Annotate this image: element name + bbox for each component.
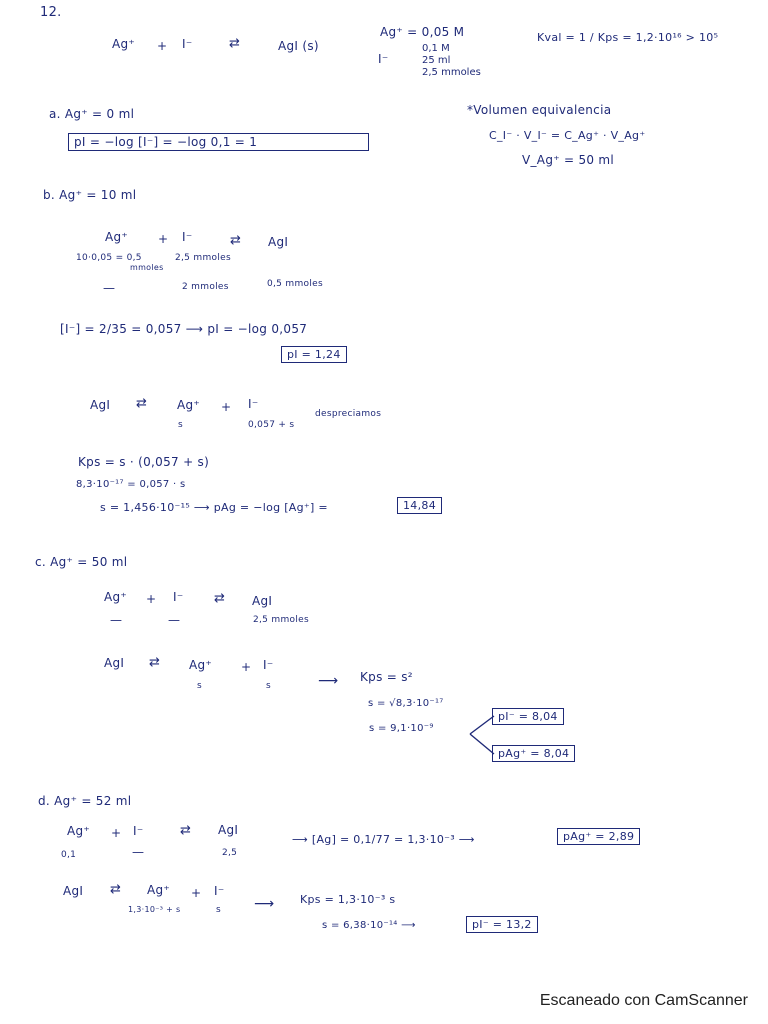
reaction-product: AgI	[252, 594, 273, 608]
reaction-product: AgI	[218, 823, 239, 837]
iodide-value: 25 ml	[422, 55, 451, 66]
diss-iodide: I⁻	[214, 884, 225, 898]
reaction-iodide: I⁻	[133, 824, 144, 838]
final-agi: 0,5 mmoles	[267, 279, 323, 289]
iodide-value: 0,1 M	[422, 43, 450, 54]
reaction-ag: Ag⁺	[112, 37, 136, 51]
reaction-plus: +	[111, 826, 122, 840]
equilibrium-arrow-icon: ⇄	[230, 233, 240, 248]
initial-ag-unit: mmoles	[130, 263, 164, 272]
ag-concentration-line: ⟶ [Ag] = 0,1/77 = 1,3·10⁻³ ⟶	[292, 833, 475, 846]
part-c-title: c. Ag⁺ = 50 ml	[35, 555, 128, 569]
kps-expression: Kps = 1,3·10⁻³ s	[300, 893, 396, 906]
diss-plus: +	[241, 660, 252, 674]
reaction-plus: +	[146, 592, 157, 606]
reaction-product: AgI	[268, 235, 289, 249]
part-b-boxed-pi: pI = 1,24	[281, 346, 347, 363]
initial-iodide: 2,5 mmoles	[175, 253, 231, 263]
s-ag: s	[197, 681, 202, 691]
reaction-iodide: I⁻	[182, 230, 193, 244]
final-iodide: 2 mmoles	[182, 282, 229, 292]
dash-iodide: —	[132, 845, 145, 859]
kps-numeric: 8,3·10⁻¹⁷ = 0,057 · s	[76, 479, 186, 490]
equilibrium-arrow-icon: ⇄	[149, 655, 159, 670]
reaction-plus: +	[157, 39, 168, 53]
kps-expression: Kps = s²	[360, 670, 413, 684]
reaction-iodide: I⁻	[173, 590, 184, 604]
part-a-title: a. Ag⁺ = 0 ml	[49, 107, 135, 121]
equilibrium-arrow-icon: ⇄	[180, 823, 190, 838]
equilibrium-arrow-icon: ⇄	[136, 396, 146, 411]
arrow-icon: ⟶	[254, 896, 275, 912]
diss-plus: +	[221, 400, 232, 414]
ag-concentration: Ag⁺ = 0,05 M	[380, 25, 465, 39]
product-amount: 2,5	[222, 848, 238, 858]
diss-s: s	[178, 420, 183, 430]
iodide-values	[422, 44, 481, 78]
diss-iodide-amount: s	[216, 905, 221, 915]
s-value: s = 9,1·10⁻⁹	[369, 723, 434, 734]
dash-iodide: —	[168, 613, 181, 627]
product-amount: 2,5 mmoles	[253, 615, 309, 625]
part-d-title: d. Ag⁺ = 52 ml	[38, 794, 132, 808]
dash-ag: —	[110, 613, 123, 627]
part-c-boxed-pag: pAg⁺ = 8,04	[492, 745, 575, 762]
reaction-ag: Ag⁺	[67, 824, 91, 838]
part-d-boxed-pi: pI⁻ = 13,2	[466, 916, 538, 933]
diss-iodide: I⁻	[263, 658, 274, 672]
iodide-value: 2,5 mmoles	[422, 67, 481, 78]
reaction-product: AgI (s)	[278, 39, 319, 53]
s-value: s = 6,38·10⁻¹⁴ ⟶	[322, 920, 416, 931]
diss-iodide-amount: 0,057 + s	[248, 420, 295, 430]
neglect-note: despreciamos	[315, 409, 382, 419]
s-iodide: s	[266, 681, 271, 691]
reaction-ag: Ag⁺	[104, 590, 128, 604]
part-d-boxed-pag: pAg⁺ = 2,89	[557, 828, 640, 845]
problem-number: 12.	[40, 5, 62, 20]
kps-expression: Kps = s · (0,057 + s)	[78, 455, 210, 469]
diss-ag-amount: 1,3·10⁻³ + s	[128, 905, 181, 914]
reaction-plus: +	[158, 232, 169, 246]
part-b-boxed-pag: 14,84	[397, 497, 442, 514]
sqrt-expression: s = √8,3·10⁻¹⁷	[368, 698, 444, 709]
diss-left: AgI	[63, 884, 84, 898]
diss-plus: +	[191, 886, 202, 900]
reaction-iodide: I⁻	[182, 37, 193, 51]
part-a-boxed-result: pI = −log [I⁻] = −log 0,1 = 1	[68, 133, 369, 151]
equivalence-volume: V_Ag⁺ = 50 ml	[522, 153, 615, 167]
diss-ag: Ag⁺	[177, 398, 201, 412]
initial-ag: 0,1	[61, 850, 77, 860]
equivalence-title: *Volumen equivalencia	[467, 103, 612, 117]
diss-ag: Ag⁺	[189, 658, 213, 672]
diss-left: AgI	[90, 398, 111, 412]
k-value: Kval = 1 / Kps = 1,2·10¹⁶ > 10⁵	[537, 31, 719, 44]
diss-iodide: I⁻	[248, 397, 259, 411]
equilibrium-arrow-icon: ⇄	[214, 591, 224, 606]
final-ag: —	[103, 281, 116, 295]
iodide-concentration-line: [I⁻] = 2/35 = 0,057 ⟶ pI = −log 0,057	[60, 322, 308, 336]
camscanner-watermark: Escaneado con CamScanner	[539, 992, 748, 1009]
equilibrium-arrow-icon: ⇄	[229, 36, 239, 51]
diss-ag: Ag⁺	[147, 883, 171, 897]
diss-left: AgI	[104, 656, 125, 670]
arrow-icon: ⟶	[318, 673, 339, 689]
part-c-boxed-pi: pI⁻ = 8,04	[492, 708, 564, 725]
equivalence-formula: C_I⁻ · V_I⁻ = C_Ag⁺ · V_Ag⁺	[489, 129, 646, 142]
s-result-line: s = 1,456·10⁻¹⁵ ⟶ pAg = −log [Ag⁺] =	[100, 501, 328, 514]
reaction-ag: Ag⁺	[105, 230, 129, 244]
part-b-title: b. Ag⁺ = 10 ml	[43, 188, 137, 202]
equilibrium-arrow-icon: ⇄	[110, 882, 120, 897]
initial-ag: 10·0,05 = 0,5	[76, 253, 142, 263]
iodide-label: I⁻	[378, 52, 389, 66]
